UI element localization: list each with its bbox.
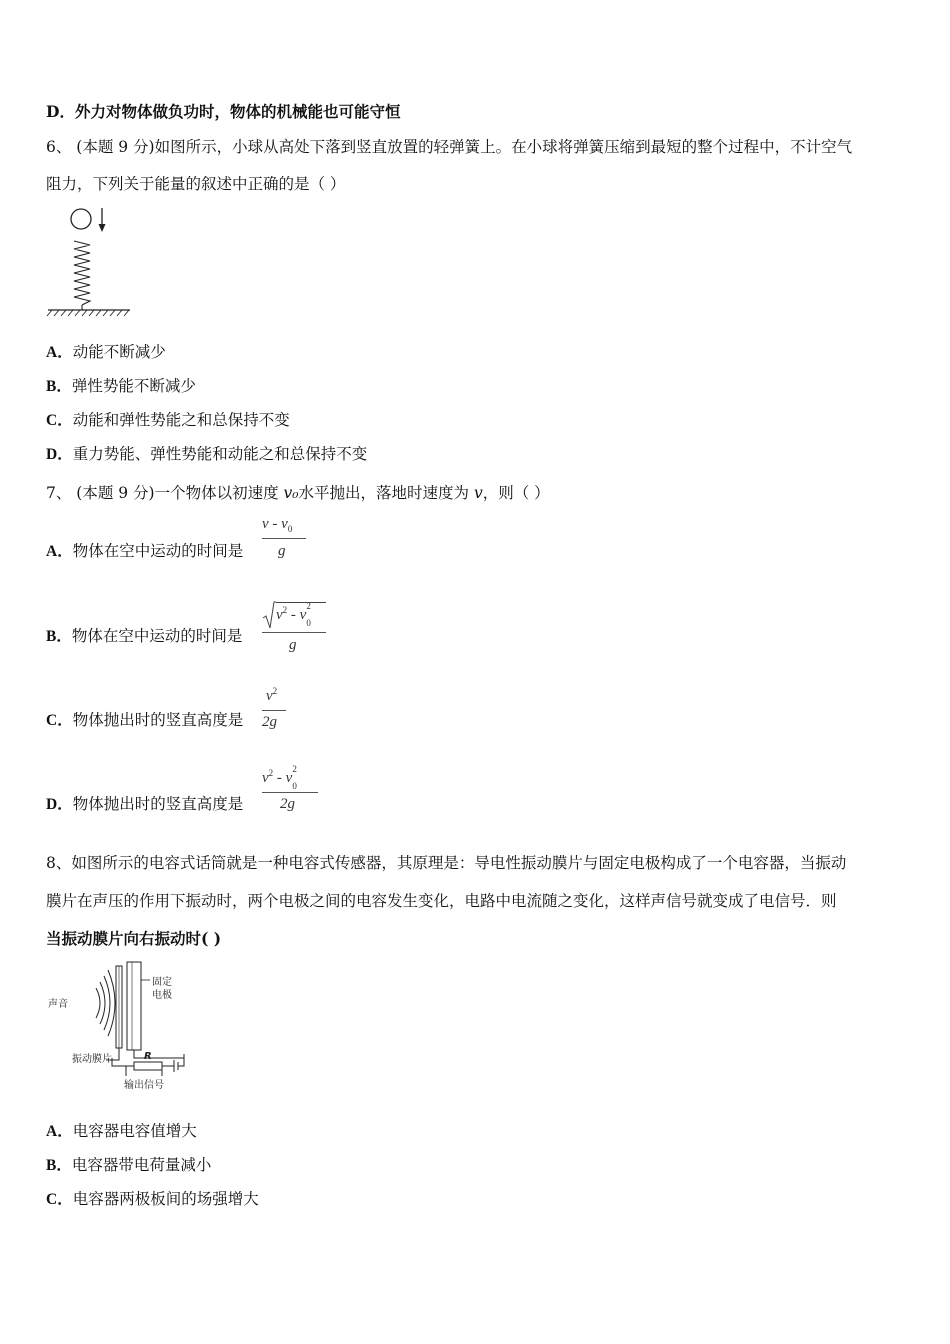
spring-icon [74, 241, 90, 305]
q8-stem-line2 [46, 891, 837, 911]
q7-stem-post: ，则（ ） [482, 484, 550, 502]
q7-v0: v₀ [283, 484, 299, 502]
q7-option-d[interactable] [46, 794, 243, 815]
q7-formula-d: $v^2$ - v 2 $_0$ 2g [262, 766, 326, 818]
q7-stem [46, 483, 550, 503]
q6-option-c[interactable] [46, 410, 290, 431]
q7-option-d-letter: D． [46, 796, 73, 813]
q7-option-d-text: 物体抛出时的竖直高度是 [72, 795, 244, 813]
q7-option-c-letter: C． [46, 712, 73, 729]
q7-option-b-letter: B． [46, 628, 72, 645]
q8-stem-text3: 当振动膜片向右振动时( ) [46, 929, 222, 948]
label-fixed-2: 电极 [152, 990, 172, 1001]
q6-option-a-text: 动能不断减少 [72, 343, 166, 361]
q7-option-a-text: 物体在空中运动的时间是 [72, 542, 244, 560]
q8-option-c-text: 电容器两极板间的场强增大 [72, 1190, 259, 1208]
label-sound: 声音 [48, 999, 68, 1010]
q7-formula-a: v - $v_0$ g [262, 516, 312, 566]
ball-icon [71, 209, 91, 229]
fixed-electrode [127, 962, 141, 1050]
sqrt-icon [262, 600, 276, 630]
q7-stem-pre: 7、 (本题 9 分)一个物体以初速度 [46, 484, 284, 502]
q8-stem-line3 [46, 929, 221, 949]
q6-option-d[interactable] [46, 444, 367, 465]
prev-option-d-text: D．外力对物体做负功时，物体的机械能也可能守恒 [46, 102, 401, 121]
q7-formula-b: $v^2$ - v 2 $_0$ g [262, 600, 332, 660]
q6-option-d-letter: D． [46, 446, 73, 463]
q6-option-a[interactable] [46, 342, 166, 363]
q6-option-a-letter: A． [46, 344, 73, 361]
q8-option-b-text: 电容器带电荷量减小 [71, 1156, 212, 1174]
q8-option-b-letter: B． [46, 1157, 72, 1174]
q6-option-c-letter: C． [46, 412, 73, 429]
q6-stem-line2 [46, 174, 345, 194]
label-output: 输出信号 [124, 1080, 164, 1091]
q6-stem-text2: 阻力，下列关于能量的叙述中正确的是（ ） [46, 175, 346, 193]
q7-option-a-letter: A． [46, 543, 73, 560]
q7-option-c-text: 物体抛出时的竖直高度是 [72, 711, 244, 729]
q8-option-a-text: 电容器电容值增大 [72, 1122, 197, 1140]
q8-stem-text1: 8、如图所示的电容式话筒就是一种电容式传感器，其原理是：导电性振动膜片与固定电极构成了一个电容器，当振动 [46, 854, 847, 872]
label-resistor: R [144, 1051, 152, 1062]
q8-option-a-letter: A． [46, 1123, 73, 1140]
q8-stem-line1 [46, 853, 846, 873]
q6-option-b-letter: B． [46, 378, 72, 395]
q7-stem-mid: 水平抛出，落地时速度为 [298, 484, 474, 502]
sound-wave-icon [96, 970, 115, 1036]
spring-ball-figure [44, 205, 144, 320]
q7-option-b-text: 物体在空中运动的时间是 [71, 627, 243, 645]
q8-option-c[interactable] [46, 1189, 259, 1210]
q8-option-b[interactable] [46, 1155, 211, 1176]
microphone-figure [44, 958, 204, 1093]
q7-option-c[interactable] [46, 710, 243, 731]
q6-option-b[interactable] [46, 376, 196, 397]
q8-option-c-letter: C． [46, 1191, 73, 1208]
q6-stem-line1 [46, 137, 852, 157]
q7-formula-c: $v^2$ 2g [262, 684, 292, 736]
q6-option-c-text: 动能和弹性势能之和总保持不变 [72, 411, 290, 429]
q7-v: v [473, 484, 483, 502]
q7-option-a[interactable] [46, 541, 243, 562]
q8-stem-text2: 膜片在声压的作用下振动时，两个电极之间的电容发生变化，电路中电流随之变化，这样声信号就变成了电信号．则 [46, 892, 837, 910]
q6-option-d-text: 重力势能、弹性势能和动能之和总保持不变 [72, 445, 368, 463]
prev-option-d [46, 102, 400, 122]
q8-option-a[interactable] [46, 1121, 197, 1142]
label-fixed-1: 固定 [152, 977, 172, 988]
q6-stem-text1: 6、 (本题 9 分)如图所示，小球从高处下落到竖直放置的轻弹簧上。在小球将弹簧压缩到最短的整个过程中，不计空气 [46, 138, 853, 156]
q6-option-b-text: 弹性势能不断减少 [71, 377, 196, 395]
label-diaphragm: 振动膜片 [72, 1054, 112, 1065]
q7-option-b[interactable] [46, 626, 242, 647]
